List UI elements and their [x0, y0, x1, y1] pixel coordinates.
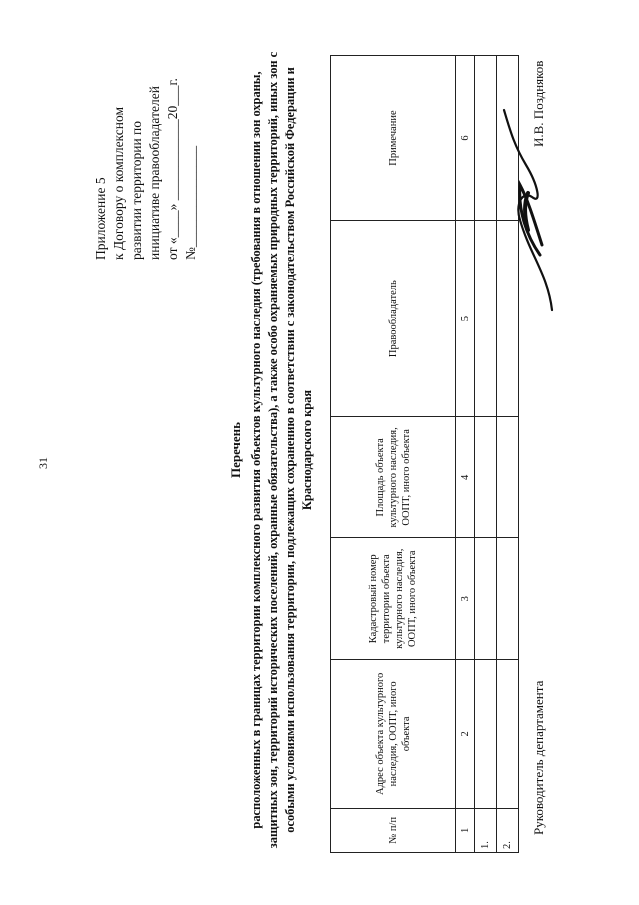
column-number: 5 — [456, 221, 475, 417]
appendix-number-line: №_______________ — [183, 145, 198, 260]
header-cell-address: Адрес объекта культурного наследия, ООПТ, иного объекта — [331, 660, 456, 809]
appendix-line: Приложение 5 — [93, 177, 108, 260]
column-number: 6 — [456, 56, 475, 221]
signatory-position: Руководитель департамента — [531, 680, 546, 835]
page-number: 31 — [36, 457, 50, 469]
title-block — [228, 45, 316, 855]
column-number: 3 — [456, 538, 475, 660]
appendix-line: развитии территории по — [129, 120, 144, 260]
table-cell: 1. — [475, 808, 497, 852]
header-cell-note: Примечание — [331, 56, 456, 221]
table-cell — [475, 538, 497, 660]
appendix-line: инициативе правообладателей — [147, 86, 162, 260]
column-number: 4 — [456, 417, 475, 538]
header-cell-cadastral: Кадастровый номер территории объекта культурного наследия, ООПТ, иного объекта — [331, 538, 456, 660]
table-cell — [475, 660, 497, 809]
table-cell: 2. — [497, 808, 519, 852]
table-cell — [475, 417, 497, 538]
table-header-row — [331, 56, 456, 853]
document-title: Перечень — [228, 421, 243, 479]
table-cell — [497, 660, 519, 809]
appendix-header — [92, 30, 200, 260]
table-cell — [497, 538, 519, 660]
signatory-name: И.В. Поздняков — [531, 60, 546, 147]
table-cell — [497, 417, 519, 538]
column-number: 2 — [456, 660, 475, 809]
header-cell-area: Площадь объекта культурного наследия, ООПТ, иного объекта — [331, 417, 456, 538]
appendix-date-line: от «____» ____________20___г. — [165, 78, 180, 260]
appendix-line: к Договору о комплексном — [111, 106, 126, 260]
header-cell-owner: Правообладатель — [331, 221, 456, 417]
header-cell-number: № п/п — [331, 808, 456, 852]
column-number-row — [456, 56, 475, 853]
document-subtitle: расположенных в границах территории комплексного развития объектов культурного наследия (требования в отношении зон охраны, защитных зон, территорий исторических поселений, охранные обязательства), а также особо охраняемых природных территорий, иных зон с особыми условиями использования территории, подлежащих сохранению в соответствии с законодательством Российской Федерации и Краснодарского края — [249, 51, 314, 849]
column-number: 1 — [456, 808, 475, 852]
handwritten-signature — [490, 105, 570, 315]
